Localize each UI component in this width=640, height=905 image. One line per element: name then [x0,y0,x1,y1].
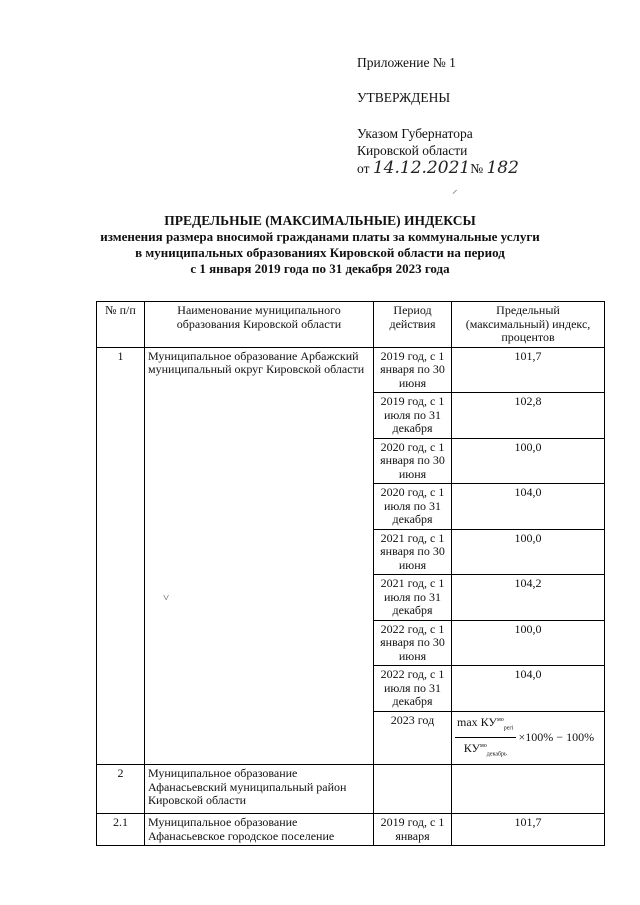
decree-line-1: Указом Губернатора [357,126,473,141]
row-name: Муниципальное образование Афанасьевское городское поселение [145,814,374,846]
formula-fraction [455,714,516,763]
index-value: 100,0 [452,620,605,666]
approved-label: УТВЕРЖДЕНЫ [357,90,451,105]
date-prefix: от [357,161,370,176]
period-cell: 2022 год, с 1 января по 30 июня [374,620,452,666]
appendix-label: Приложение № 1 [357,55,456,70]
row-num: 2 [97,765,145,814]
handwritten-number: 182 [486,158,519,178]
period-cell: 2019 год, с 1 июля по 31 декабря [374,393,452,439]
formula-tail: ×100% − 100% [518,729,595,744]
period-cell: 2022 год, с 1 июля по 31 декабря [374,666,452,712]
table-row [97,347,605,393]
title-line-2: изменения размера вносимой гражданами платы за коммунальные услуги [100,229,540,244]
title-line-1: ПРЕДЕЛЬНЫЕ (МАКСИМАЛЬНЫЕ) ИНДЕКСЫ [164,213,476,228]
index-value [452,765,605,814]
row-name: Муниципальное образование Афанасьевский муниципальный район Кировской области [145,765,374,814]
index-value: 104,2 [452,575,605,621]
formula-denominator: $КУ^{мо}_{декабрь}$ [463,741,507,758]
header-period: Период действия [374,302,452,348]
table-header-row [97,302,605,348]
period-cell: 2021 год, с 1 января по 30 июня [374,529,452,575]
title-line-4: с 1 января 2019 года по 31 декабря 2023 года [190,261,450,276]
period-cell: 2023 год [374,711,452,765]
decree-date-line [357,160,519,177]
pen-mark: ⸝ [452,184,458,196]
header-index: Предельный (максимальный) индекс, процентов [452,302,605,348]
row-name: Муниципальное образование Арбажский муниципальный округ Кировской области [145,347,374,765]
period-cell: 2021 год, с 1 июля по 31 декабря [374,575,452,621]
index-table [96,301,605,846]
index-value: 101,7 [452,347,605,393]
index-value: 100,0 [452,529,605,575]
document-title [60,213,580,277]
period-cell: 2019 год, с 1 января по 30 июня [374,347,452,393]
index-value: 102,8 [452,393,605,439]
row-num: 2.1 [97,814,145,846]
header-name: Наименование муниципального образования Кировской области [145,302,374,348]
scan-mark: ˅ [163,592,170,604]
formula-numerator: $\max КУ^{мо}_{регі}$ [455,714,516,739]
period-cell: 2020 год, с 1 июля по 31 декабря [374,484,452,530]
header-num: № п/п [97,302,145,348]
period-cell: 2019 год, с 1 января [374,814,452,846]
table-row [97,814,605,846]
index-value: 100,0 [452,438,605,484]
number-prefix: № [470,161,484,176]
handwritten-date: 14.12.2021 [372,158,471,178]
index-formula [452,711,605,765]
title-line-3: в муниципальных образованиях Кировской области на период [135,245,505,260]
row-num: 1 [97,347,145,765]
period-cell: 2020 год, с 1 января по 30 июня [374,438,452,484]
decree-line-2: Кировской области [357,143,468,158]
index-value: 104,0 [452,484,605,530]
index-value: 101,7 [452,814,605,846]
period-cell [374,765,452,814]
index-value: 104,0 [452,666,605,712]
table-row [97,765,605,814]
